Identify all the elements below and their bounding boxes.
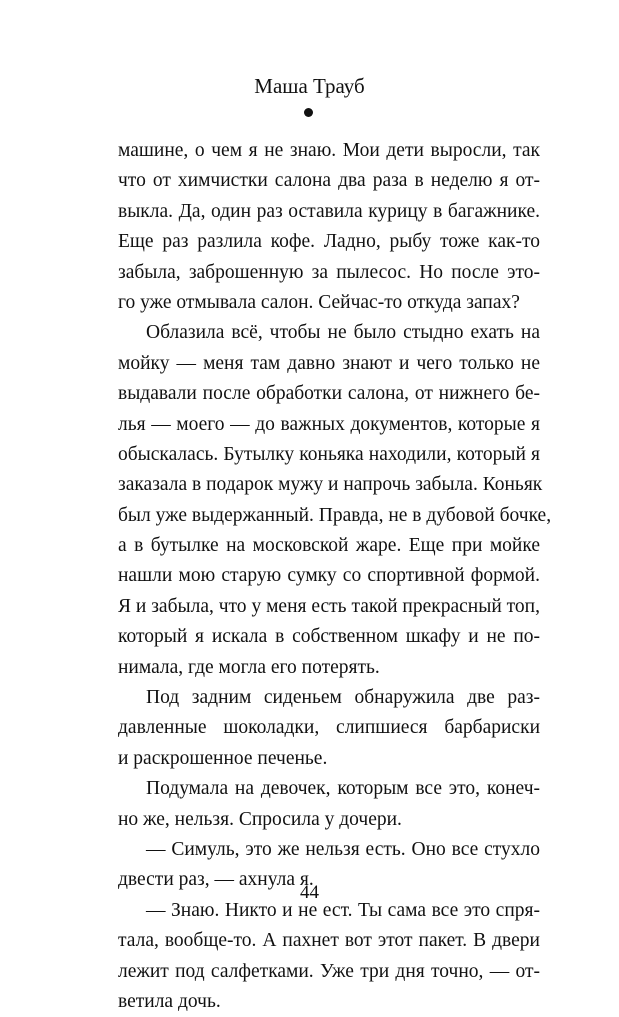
text-line: Под задним сиденьем обнаружила две раз- [146, 687, 540, 709]
text-line: лежит под салфетками. Уже три дня точно, — от- [118, 960, 540, 982]
text-line: машине, о чем я не знаю. Мои дети выросли, так [118, 140, 540, 161]
text-line: мойку — меня там давно знают и чего только не [118, 352, 540, 374]
text-line: забыла, заброшенную за пылесос. Но после это- [118, 261, 540, 283]
text-line: который я искала в собственном шкафу и не по- [118, 626, 540, 648]
text-line: что от химчистки салона два раза в неделю я от- [118, 170, 540, 192]
text-line: го уже отмывала салон. Сейчас-то откуда запах? [118, 291, 520, 313]
text-line: — Знаю. Никто и не ест. Ты сама все это спря- [146, 899, 540, 921]
running-header-author: Маша Трауб [254, 74, 365, 98]
text-line: давленные шоколадки, слипшиеся барбариски [118, 717, 540, 739]
text-line: обыскалась. Бутылку коньяка находили, который я [118, 443, 540, 465]
text-line: Облазила всё, чтобы не было стыдно ехать на [146, 322, 540, 344]
text-line: нимала, где могла его потерять. [118, 656, 380, 678]
page-number: 44 [300, 882, 319, 903]
text-line: — Симуль, это же нельзя есть. Оно все стухло [146, 838, 540, 860]
text-line: лья — моего — до важных документов, которые я [118, 413, 540, 435]
text-line: двести раз, — ахнула я. [118, 869, 314, 891]
text-line: заказала в подарок мужу и напрочь забыла. Коньяк [118, 474, 543, 496]
text-line: Еще раз разлила кофе. Ладно, рыбу тоже как-то [118, 231, 540, 253]
text-line: а в бутылке на московской жаре. Еще при мойке [118, 535, 540, 557]
text-line: выкла. Да, один раз оставила курицу в багажнике. [118, 200, 540, 222]
text-line: ветила дочь. [118, 990, 221, 1012]
text-line: тала, вообще-то. А пахнет вот этот пакет. В двери [118, 930, 540, 952]
text-line: но же, нельзя. Спросила у дочери. [118, 808, 402, 830]
text-line: нашли мою старую сумку со спортивной формой. [118, 565, 540, 587]
text-line: Я и забыла, что у меня есть такой прекрасный топ, [118, 595, 540, 617]
text-line: выдавали после обработки салона, от нижнего бе- [118, 383, 540, 405]
text-line: Подумала на девочек, которым все это, конеч- [146, 778, 540, 800]
header-dot-ornament [304, 108, 313, 117]
text-line: был уже выдержанный. Правда, не в дубовой бочке, [118, 504, 552, 526]
text-line: и раскрошенное печенье. [118, 747, 328, 769]
